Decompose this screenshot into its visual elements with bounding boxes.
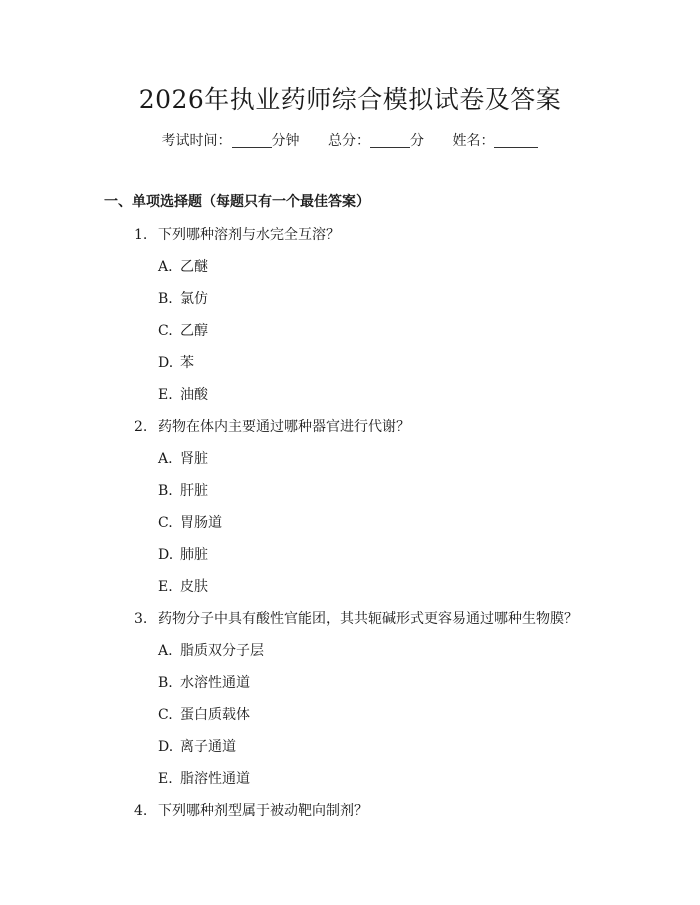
option-letter: C. [158, 707, 173, 723]
option-letter: E. [158, 387, 173, 403]
question-text: 药物分子中具有酸性官能团，其共轭碱形式更容易通过哪种生物膜？ [158, 611, 578, 627]
option-text: 皮肤 [180, 579, 208, 595]
option-3e [158, 768, 250, 788]
option-text: 脂质双分子层 [180, 643, 264, 659]
option-letter: C. [158, 515, 173, 531]
option-text: 油酸 [180, 387, 208, 403]
option-letter: B. [158, 483, 173, 499]
option-1b [158, 288, 208, 308]
option-2d [158, 544, 208, 564]
name-label: 姓名： [452, 133, 495, 149]
option-letter: B. [158, 291, 173, 307]
option-text: 脂溶性通道 [180, 771, 250, 787]
question-number: 3. [134, 611, 148, 627]
option-3c [158, 704, 250, 724]
exam-info-line [0, 130, 700, 150]
option-3b [158, 672, 250, 692]
option-letter: B. [158, 675, 173, 691]
option-1e [158, 384, 208, 404]
option-letter: E. [158, 771, 173, 787]
question-2 [134, 416, 410, 436]
exam-time-blank [232, 133, 272, 148]
exam-time [162, 130, 300, 150]
name-blank [494, 133, 538, 148]
question-number: 2. [134, 419, 148, 435]
question-4 [134, 800, 368, 820]
section-heading: 一、单项选择题（每题只有一个最佳答案） [104, 194, 370, 210]
question-text: 药物在体内主要通过哪种器官进行代谢？ [158, 419, 410, 435]
option-text: 乙醇 [180, 323, 208, 339]
option-text: 蛋白质载体 [180, 707, 250, 723]
option-text: 肺脏 [180, 547, 208, 563]
option-letter: A. [158, 259, 173, 275]
option-letter: E. [158, 579, 173, 595]
option-2e [158, 576, 208, 596]
exam-time-label: 考试时间： [161, 133, 232, 149]
option-text: 胃肠道 [180, 515, 222, 531]
question-text: 下列哪种溶剂与水完全互溶？ [158, 227, 340, 243]
option-text: 水溶性通道 [180, 675, 250, 691]
option-text: 乙醚 [180, 259, 208, 275]
option-text: 离子通道 [180, 739, 236, 755]
option-letter: D. [158, 547, 174, 563]
option-text: 氯仿 [180, 291, 208, 307]
option-letter: D. [158, 739, 174, 755]
option-letter: A. [158, 643, 173, 659]
page-title: 2026年执业药师综合模拟试卷及答案 [138, 85, 562, 114]
option-2b [158, 480, 208, 500]
question-number: 4. [134, 803, 148, 819]
option-text: 肾脏 [180, 451, 208, 467]
total-score [328, 130, 424, 150]
option-2c [158, 512, 222, 532]
score-label: 总分： [328, 133, 370, 149]
option-letter: A. [158, 451, 173, 467]
option-letter: D. [158, 355, 174, 371]
option-2a [158, 448, 208, 468]
question-number: 1. [134, 227, 148, 243]
option-text: 肝脏 [180, 483, 208, 499]
option-1d [158, 352, 194, 372]
score-blank [370, 133, 410, 148]
exam-time-unit: 分钟 [271, 133, 300, 149]
student-name [452, 130, 538, 150]
question-3 [134, 608, 578, 628]
option-letter: C. [158, 323, 173, 339]
question-1 [134, 224, 340, 244]
option-3a [158, 640, 264, 660]
score-unit: 分 [410, 133, 424, 149]
option-1c [158, 320, 208, 340]
option-3d [158, 736, 236, 756]
option-text: 苯 [180, 355, 194, 371]
question-text: 下列哪种剂型属于被动靶向制剂？ [158, 803, 368, 819]
option-1a [158, 256, 208, 276]
